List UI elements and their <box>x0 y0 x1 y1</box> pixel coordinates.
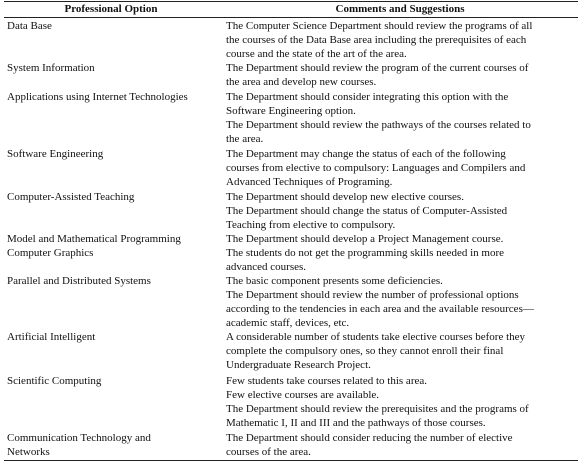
comment-line: Advanced Techniques of Programing. <box>226 176 393 188</box>
professional-option-cell: Model and Mathematical Programming <box>7 233 181 245</box>
comment-line: the area. <box>226 133 264 145</box>
comment-line: The Department should consider integrating this option with the <box>226 91 509 103</box>
professional-option-cell: System Information <box>7 62 95 74</box>
comment-line: Software Engineering option. <box>226 105 356 117</box>
comment-line: A considerable number of students take elective courses before they <box>226 331 526 343</box>
comment-line: courses of the area. <box>226 446 311 458</box>
comment-line: the courses of the Data Base area including the prerequisites of each <box>226 34 527 46</box>
comment-line: The Department may change the status of each of the following <box>226 148 506 160</box>
comment-line: The Computer Science Department should review the programs of all <box>226 20 533 32</box>
comment-line: according to the tendencies in each area and the available resources— <box>226 303 534 315</box>
comment-line: Mathematic I, II and III and the pathways of those courses. <box>226 417 486 429</box>
comment-line: Few students take courses related to this area. <box>226 375 427 387</box>
professional-option-cell: Networks <box>7 446 50 458</box>
comment-line: The Department should review the program of the current courses of <box>226 62 529 74</box>
professional-option-cell: Data Base <box>7 20 52 32</box>
comment-line: The Department should develop a Project Management course. <box>226 233 504 245</box>
table-bottom-rule <box>4 460 578 461</box>
comment-line: advanced courses. <box>226 261 307 273</box>
comment-line: Few elective courses are available. <box>226 389 380 401</box>
header-bottom-rule <box>4 17 578 18</box>
header-comments-and-suggestions: Comments and Suggestions <box>335 3 465 15</box>
professional-option-cell: Communication Technology and <box>7 432 151 444</box>
comment-line: course and the state of the art of the area. <box>226 48 407 60</box>
comment-line: courses from elective to compulsory: Languages and Compilers and <box>226 162 526 174</box>
comment-line: complete the compulsory ones, so they cannot enroll their final <box>226 345 504 357</box>
header-professional-option: Professional Option <box>64 3 158 15</box>
comment-line: The Department should develop new elective courses. <box>226 191 464 203</box>
comment-line: The Department should review the number of professional options <box>226 289 519 301</box>
comment-line: The Department should review the pathways of the courses related to <box>226 119 531 131</box>
comment-line: academic staff, devices, etc. <box>226 317 350 329</box>
comment-line: The Department should consider reducing the number of elective <box>226 432 513 444</box>
professional-option-cell: Computer-Assisted Teaching <box>7 191 135 203</box>
comment-line: The Department should review the prerequisites and the programs of <box>226 403 529 415</box>
comment-line: Undergraduate Research Project. <box>226 359 371 371</box>
comment-line: the area and develop new courses. <box>226 76 377 88</box>
comment-line: The students do not get the programming skills needed in more <box>226 247 505 259</box>
comment-line: Teaching from elective to compulsory. <box>226 219 396 231</box>
professional-option-cell: Software Engineering <box>7 148 104 160</box>
professional-option-cell: Applications using Internet Technologies <box>7 91 188 103</box>
professional-option-cell: Parallel and Distributed Systems <box>7 275 151 287</box>
professional-option-cell: Artificial Intelligent <box>7 331 96 343</box>
professional-option-cell: Computer Graphics <box>7 247 94 259</box>
comment-line: The basic component presents some deficiencies. <box>226 275 443 287</box>
comment-line: The Department should change the status of Computer-Assisted <box>226 205 508 217</box>
professional-option-cell: Scientific Computing <box>7 375 102 387</box>
